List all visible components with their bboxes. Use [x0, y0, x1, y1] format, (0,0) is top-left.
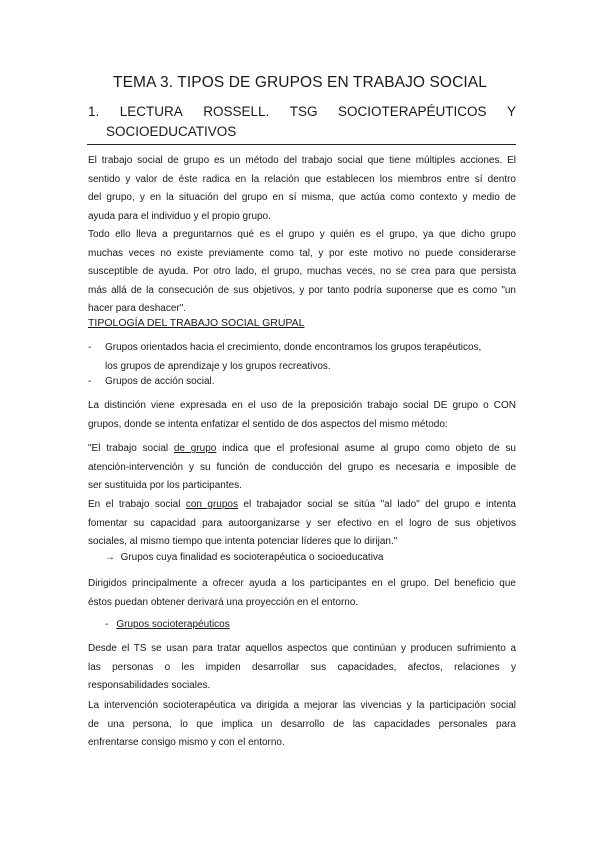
paragraph-grupo [88, 226, 516, 319]
text-line: Desde el TS se usan para tratar aquellos aspectos que continúan y producen sufrimiento a [88, 643, 516, 654]
text-line: atención-intervención y su función de conducción del grupo es necesaria e imposible de [88, 461, 516, 473]
text-fragment: el trabajador social se sitúa "al lado" del grupo e intenta [237, 499, 516, 510]
text-line: ser sustituida por los participantes. [88, 480, 242, 491]
underlined-term: de grupo [173, 443, 217, 454]
heading-word: TSG [289, 104, 318, 119]
bullet-dash: - [88, 376, 92, 387]
text-line: sentido y valor de éste radica en la relación que establecen los miembros entre sí dentro [88, 173, 516, 185]
heading-word: Y [506, 104, 516, 119]
arrow-item-text: Grupos cuya finalidad es socioterapéutica o socioeducativa [120, 552, 384, 563]
text-line: muchas veces no existe previamente como tal, y por este motivo no puede considerarse [88, 247, 516, 259]
text-line: los grupos de aprendizaje y los grupos recreativos. [105, 360, 331, 372]
text-line: enfrentarse consigo mismo y con el entorno. [88, 737, 285, 748]
text-line: susceptible de ayuda. Por otro lado, el grupo, muchas veces, no se crea para que persista [88, 266, 516, 277]
paragraph-intro [88, 152, 516, 226]
section-heading-line2: SOCIOEDUCATIVOS [106, 124, 237, 139]
subheading-text: Grupos socioterapéuticos [116, 619, 230, 630]
text-line: las personas o les impiden desarrollar sus capacidades, afectos, relaciones y [88, 661, 516, 673]
section-heading [88, 104, 516, 119]
document-title: TEMA 3. TIPOS DE GRUPOS EN TRABAJO SOCIAL [113, 74, 487, 91]
text-fragment: En el trabajo social [88, 499, 186, 510]
paragraph-distincion [88, 397, 516, 434]
text-fragment: indica que el profesional asume al grupo como objeto de su [216, 443, 516, 454]
text-line [88, 496, 516, 515]
list-item [88, 339, 516, 377]
text-fragment: "El trabajo social [88, 443, 174, 454]
bullet-dash: - [88, 342, 92, 353]
bullet-dash: - [105, 619, 109, 630]
paragraph-dirigidos [88, 575, 516, 612]
arrow-right-icon: → [105, 552, 115, 563]
heading-word: LECTURA [119, 104, 183, 119]
text-line: El trabajo social de grupo es un método del trabajo social que tiene múltiples acciones. El [88, 155, 516, 166]
paragraph-intervencion [88, 697, 516, 753]
text-line: del grupo, y en la situación del grupo en sí misma, que actúa como contexto y medio de [88, 192, 516, 203]
heading-word: SOCIOTERAPÉUTICOS [337, 104, 487, 119]
text-line: éstos puedan obtener derivará una proyección en el entorno. [88, 596, 359, 608]
text-line: Grupos orientados hacia el crecimiento, donde encontramos los grupos terapéuticos, [105, 342, 482, 353]
text-line: Grupos de acción social. [105, 376, 215, 387]
arrow-list-item [105, 552, 384, 563]
underlined-term: con grupos [185, 499, 238, 510]
text-line: La distinción viene expresada en el uso de la preposición trabajo social DE grupo o CON [88, 400, 516, 411]
text-line: hacer para deshacer". [88, 303, 187, 314]
subheading-socioterapeuticos [105, 619, 230, 630]
heading-word: ROSSELL. [203, 104, 270, 119]
list-item [88, 373, 516, 393]
paragraph-desde-ts [88, 640, 516, 696]
text-line: grupos, donde se intenta enfatizar el sentido de dos aspectos del mismo método: [88, 418, 448, 430]
text-line: ayuda para el individuo y el propio grupo. [88, 210, 271, 222]
text-line: de una persona, lo que implica un desarrollo de las capacidades personales para [88, 718, 516, 730]
section-number: 1. [88, 104, 100, 119]
paragraph-de-grupo [88, 440, 516, 496]
text-line: fomentar su capacidad para autoorganizarse y ser efectivo en el logro de sus objetivos [88, 517, 516, 529]
text-line: Dirigidos principalmente a ofrecer ayuda a los participantes en el grupo. Del beneficio que [88, 578, 516, 589]
text-line [88, 440, 516, 459]
text-line: Todo ello lleva a preguntarnos qué es el grupo y quién es el grupo, ya que dicho grupo [88, 229, 516, 240]
tipologia-heading: TIPOLOGÍA DEL TRABAJO SOCIAL GRUPAL [88, 317, 305, 329]
text-line: responsabilidades sociales. [88, 680, 211, 691]
text-line: La intervención socioterapéutica va dirigida a mejorar las vivencias y la participación social [88, 700, 516, 711]
text-line: sociales, al mismo tiempo que intenta potenciar líderes que lo dirijan." [88, 536, 398, 547]
heading-underline-rule [87, 144, 516, 145]
paragraph-con-grupos [88, 496, 516, 552]
text-line: más allá de la consecución de sus objetivos, y por tanto podría suponerse que es como "un [88, 284, 516, 296]
